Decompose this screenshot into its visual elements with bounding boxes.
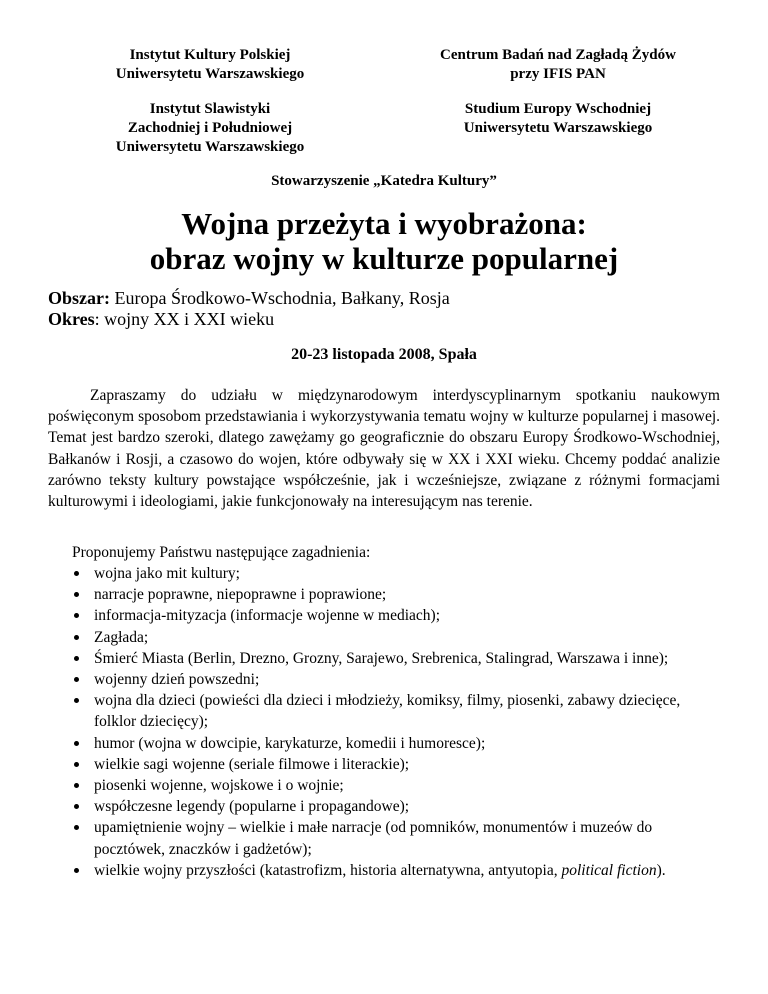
institution-3: Instytut Slawistyki Zachodniej i Południowej Uniwersytetu Warszawskiego — [115, 101, 305, 155]
area-label: Obszar: — [48, 288, 110, 308]
list-item: humor (wojna w dowcipie, karykaturze, komedii i humoresce); — [72, 733, 702, 754]
organization: Stowarzyszenie „Katedra Kultury” — [271, 173, 497, 189]
last-topic-italic: political fiction — [561, 861, 657, 879]
period-label: Okres — [48, 309, 95, 329]
area-line — [48, 288, 450, 309]
topics-lead: Proponujemy Państwu następujące zagadnienia: — [72, 544, 371, 561]
intro-paragraph: Zapraszamy do udziału w międzynarodowym interdyscyplinarnym spotkaniu naukowym poświęconym sposobom przedstawiania i wykorzystywania tematu wojny w kulturze popularnej i masowej. Temat jest bardzo szeroki, dlatego zawężamy go geograficznie do obszaru Europy Środkowo-Wschodniej, Bałkanów i Rosji, a czasowo do wojen, które odbywały się w XX i XXI wieku. Chcemy poddać analizie zarówno teksty kultury powstające współcześnie, jak i wcześniejsze, związane z różnymi formacjami kulturowymi i ideologiami, jakie funkcjonowały na interesującym nas terenie. — [48, 387, 720, 511]
list-item: Śmierć Miasta (Berlin, Drezno, Grozny, Sarajewo, Srebrenica, Stalingrad, Warszawa i inne); — [72, 648, 702, 669]
meta-info — [48, 288, 450, 330]
list-item — [72, 860, 702, 881]
list-item: wojna dla dzieci (powieści dla dzieci i młodzieży, komiksy, filmy, piosenki, zabawy dziecięce, folklor dziecięcy); — [72, 690, 702, 732]
institutions-header — [60, 46, 708, 157]
list-item: informacja-mityzacja (informacje wojenne w mediach); — [72, 605, 702, 626]
list-item: narracje poprawne, niepoprawne i poprawione; — [72, 584, 702, 605]
list-item: Zagłada; — [72, 627, 702, 648]
list-item: wojenny dzień powszedni; — [72, 669, 702, 690]
list-item: wojna jako mit kultury; — [72, 563, 702, 584]
area-value: Europa Środkowo-Wschodnia, Bałkany, Rosja — [110, 288, 450, 308]
last-topic-prefix: wielkie wojny przyszłości (katastrofizm, historia alternatywna, antyutopia, — [94, 861, 562, 879]
period-line — [48, 309, 450, 330]
institution-4: Studium Europy Wschodniej Uniwersytetu Warszawskiego — [463, 101, 653, 136]
topics-list — [72, 563, 702, 881]
document-title — [0, 206, 768, 276]
list-item: współczesne legendy (popularne i propagandowe); — [72, 796, 702, 817]
period-value: : wojny XX i XXI wieku — [94, 309, 275, 329]
list-item: upamiętnienie wojny – wielkie i małe narracje (od pomników, monumentów i muzeów do pocztówek, znaczków i gadżetów); — [72, 817, 702, 859]
title-line-1: Wojna przeżyta i wyobrażona: — [181, 206, 587, 241]
institution-1: Instytut Kultury Polskiej Uniwersytetu Warszawskiego — [115, 47, 305, 82]
institution-2: Centrum Badań nad Zagładą Żydów przy IFIS PAN — [440, 47, 676, 82]
last-topic-suffix: ). — [656, 861, 666, 879]
event-dates: 20-23 listopada 2008, Spała — [291, 346, 477, 363]
list-item: piosenki wojenne, wojskowe i o wojnie; — [72, 775, 702, 796]
list-item: wielkie sagi wojenne (seriale filmowe i literackie); — [72, 754, 702, 775]
title-line-2: obraz wojny w kulturze popularnej — [149, 241, 619, 276]
